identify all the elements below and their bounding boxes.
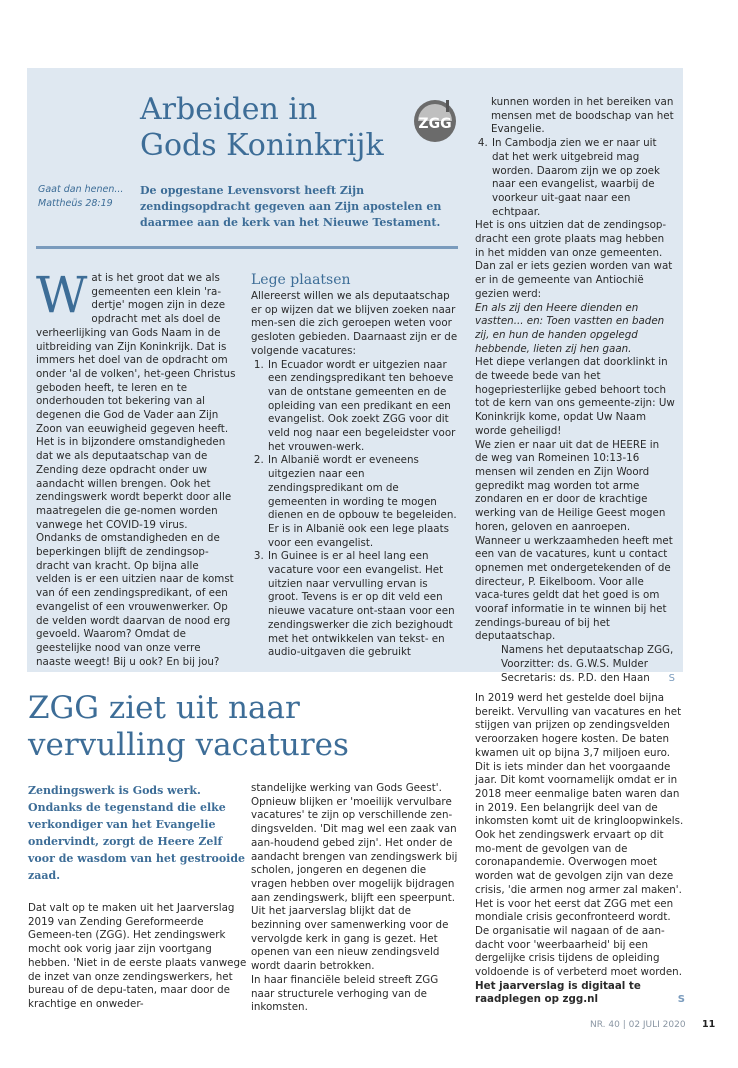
article1-column-2 [251,271,461,660]
list-item-continued: kunnen worden in het bereiken van mensen met de boodschap van het Evangelie. [491,96,674,136]
article2-column-2 [251,782,463,1015]
paragraph: In 2019 werd het gestelde doel bijna bereikt. Vervulling van vacatures en het stijgen van prijzen op zendingsvelden veroorzaken hogere kosten. De baten kwamen uit op bijna 3,7 miljoen euro. Dit is iets minder dan het voorgaande jaar. Dit komt voornamelijk omdat er in 2018 meer eenmalige baten waren dan in 2019. Een belangrijk deel van de inkomsten komt uit de kringloopwinkels. Ook het zendingswerk ervaart op dit mo-ment de gevolgen van de coronapandemie. Overwogen moet worden wat de gevolgen zijn van deze crisis, 'die armen nog armer zal maken'. Het is voor het eerst dat ZGG met een mondiale crisis geconfronteerd wordt. De organisatie wil nagaan of de aan-dacht voor 'weerbaarheid' bij een dergelijke crisis tijdens de opleiding voldoende is of verbeterd moet worden. [475,692,684,979]
end-mark-icon: S [677,994,685,1006]
paragraph: We zien er naar uit dat de HEERE in de weg van Romeinen 10:13-16 mensen wil zenden en Zijn Woord gepredikt mag worden tot arme zondaren en er door de krachtige werking van de Heilige Geest mogen horen, geloven en aanroepen. Wanneer u werkzaamheden heeft met een van de vacatures, kunt u contact opnemen met ondergetekenden of de directeur, P. Eikelboom. Voor alle vaca-tures geldt dat het goed is om vooraf informatie in te winnen bij het zendings-bureau of bij het deputaatschap. [475,438,673,643]
paragraph: Dat valt op te maken uit het Jaarverslag 2019 van Zending Gereformeerde Gemeen-ten (ZGG). Het zendingswerk mocht ook vorig jaar zijn voortgang hebben. 'Niet in de eerste plaats vanwege de inzet van onze zendingswerkers, het bureau of de depu-taten, maar door de krachtige en onweder- [28,902,247,1010]
article1-title-line1: Arbeiden in [140,92,318,127]
motto-line2: Mattheüs 28:19 [38,198,113,209]
end-mark-icon: S [668,672,675,684]
paragraph: Het is ons uitzien dat de zendingsop-dracht een grote plaats mag hebben in het midden van onze gemeenten. Dan zal er iets gezien worden van wat er in de gemeente van Antiochië gezien werd: [475,219,673,300]
list-item: 3. In Guinee is er al heel lang een vacature voor een evangelist. Het uitzien naar vervulling ervan is groot. Tevens is er op dit veld een nieuwe vacature ont-staan voor een zendingswerker die zich bezighoudt met het ontwikkelen van tekst- en audio-uitgaven die gebruikt [267,550,461,660]
website-callout [475,980,685,1007]
paragraph: at is het groot dat we als gemeenten een klein 'ra-dertje' mogen zijn in deze opdracht met als doel de verheerlijking van Gods Naam in de uitbreiding van Zijn Koninkrijk. Dat is immers het doel van de opdracht om onder 'al de volken', het-geen Christus geboden heeft, te leren en te onderhouden tot bekering van al degenen die God de Vader aan Zijn Zoon van eeuwigheid gegeven heeft. [36,272,236,435]
paragraph: Het diepe verlangen dat doorklinkt in de tweede bede van het hogepriesterlijke gebed behoort toch tot de kern van ons gemeente-zijn: Uw Koninkrijk kome, opdat Uw Naam worde geheiligd! [475,356,675,437]
bible-motto [38,183,133,211]
article2-intro: Zendingswerk is Gods werk. Ondanks de tegenstand die elke verkondiger van het Evangelie ondervindt, zorgt de Heere Zelf voor de wasdom van het gestrooide zaad. [28,784,246,882]
zgg-logo-icon [412,98,458,144]
article2-title [28,690,468,764]
article2-title-line1: ZGG ziet uit naar [28,690,300,726]
motto-line1: Gaat dan henen... [38,184,124,195]
signature-line: Voorzitter: ds. G.W.S. Mulder [501,657,648,670]
article2-column-3 [475,692,685,1007]
quote: En als zij den Heere dienden en vastten... en: Toen vastten en baden zij, en hun de handen opgelegd hebbende, lieten zij hen gaan. [475,301,665,355]
dropcap: W [36,266,88,324]
list-item: 2. In Albanië wordt er eveneens uitgezien naar een zendingspredikant om de gemeenten in wording te mogen dienen en de opbouw te begeleiden. Er is in Albanië ook een lege plaats voor een evangelist. [267,454,461,550]
vacancy-list [251,359,461,660]
page-number: 11 [702,1019,716,1030]
article2-column-1 [28,902,248,1012]
article1-title [140,92,410,164]
paragraph: Het is in bijzondere omstandigheden dat we als deputaatschap van de Zending deze opdracht onder uw aandacht willen brengen. Ook het zendingswerk wordt beperkt door alle maatregelen die ge-nomen worden vanwege het COVID-19 virus. Ondanks de omstandigheden en de beperkingen blijft de zendingsop-dracht van kracht. Op bijna alle velden is er een uitzien naar de komst van óf een zendingspredikant, of een evangelist of een vrouwenwerker. Op de velden wordt daarvan de nood erg gevoeld. Waarom? Omdat de geestelijke nood van onze verre naaste weegt! Bij u ook? En bij jou? [36,436,234,668]
article2-title-line2: vervulling vacatures [28,727,349,763]
article1-title-line2: Gods Koninkrijk [140,128,384,163]
callout-text: Het jaarverslag is digitaal te raadplegen op zgg.nl [475,979,641,1006]
issue-info: NR. 40 | 02 JULI 2020 [590,1020,686,1030]
list-item: 4. In Cambodja zien we er naar uit dat het werk uitgebreid mag worden. Daarom zijn we op zoek naar een evangelist, waarbij de voorkeur uit-gaat naar een echtpaar. [491,137,675,219]
signature-line: Namens het deputaatschap ZGG, [501,644,674,657]
list-item: 1. In Ecuador wordt er uitgezien naar een zendingspredikant ten behoeve van de ontstane gemeenten en de opleiding van een predikant en een evangelist. Ook zoekt ZGG voor dit veld nog naar een begeleidster voor het vrouwen-werk. [267,359,461,455]
paragraph: Allereerst willen we als deputaatschap er op wijzen dat we blijven zoeken naar men-sen die zich geroepen weten voor gesloten gebieden. Daarnaast zijn er de volgende vacatures: [251,290,458,357]
signature-line [475,672,675,686]
article1-column-1 [36,266,236,669]
paragraph: standelijke werking van Gods Geest'. Opnieuw blijken er 'moeilijk vervulbare vacatures' te zijn op verschillende zen-dingsvelden. 'Dit mag wel een zaak van aan-houdend gebed zijn'. Het onder de aandacht brengen van zendingswerk bij scholen, jongeren en degenen die vragen hebben over mogelijk bijdragen aan zendingswerk, blijft een speerpunt. [251,782,458,904]
signature-text: Secretaris: ds. P.D. den Haan [501,671,650,684]
paragraph: In haar financiële beleid streeft ZGG naar structurele verhoging van de inkomsten. [251,973,439,1014]
subheading: Lege plaatsen [251,272,351,288]
logo-lettering: ZGG [418,116,452,132]
article1-column-3 [475,96,675,685]
paragraph: Uit het jaarverslag blijkt dat de bezinning over samenwerking voor de vervolgde kerk in gang is gezet. Het openen van een nieuw zendingsveld wordt daarin betrokken. [251,905,449,973]
vacancy-list-continued [475,137,675,219]
article1-intro: De opgestane Levensvorst heeft Zijn zendingsopdracht gegeven aan Zijn apostelen en daarmee aan de kerk van het Nieuwe Testament. [140,184,442,229]
divider [36,246,458,249]
